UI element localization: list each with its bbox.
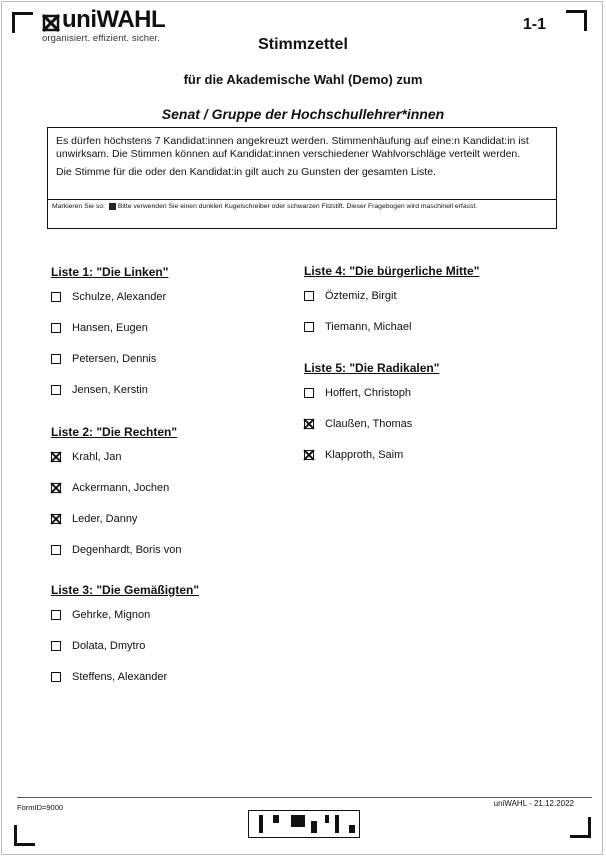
candidate-row[interactable]	[304, 311, 479, 342]
corner-mark-bottom-right	[570, 817, 591, 838]
candidate-list-4	[304, 264, 479, 342]
instructions-list-note: Die Stimme für die oder den Kandidat:in gilt auch zu Gunsten der gesamten Liste.	[56, 166, 436, 178]
candidate-name: Steffens, Alexander	[72, 670, 168, 683]
candidate-name: Dolata, Dmytro	[72, 639, 146, 652]
candidate-name: Petersen, Dennis	[72, 352, 157, 365]
candidate-row[interactable]	[51, 441, 181, 472]
candidate-row[interactable]	[51, 661, 199, 692]
checkbox[interactable]	[51, 323, 61, 333]
candidate-row[interactable]	[51, 312, 168, 343]
candidate-name: Hoffert, Christoph	[325, 386, 412, 399]
mark-text: Bitte verwenden Sie einen dunklen Kugelschreiber oder schwarzen Filzstift. Dieser Fragebogen wird maschinell erfasst.	[117, 203, 478, 210]
barcode-icon	[248, 810, 360, 838]
candidate-list-2	[51, 425, 181, 565]
candidate-name: Claußen, Thomas	[325, 417, 413, 430]
candidate-name: Degenhardt, Boris von	[72, 543, 182, 556]
form-id: FormID=9000	[17, 803, 64, 812]
footer-source-date: uniWAHL - 21.12.2022	[493, 799, 574, 808]
candidate-row[interactable]	[51, 630, 199, 661]
candidate-name: Ackermann, Jochen	[72, 481, 170, 494]
footer-divider	[17, 797, 592, 798]
candidate-name: Gehrke, Mignon	[72, 608, 151, 621]
candidate-name: Krahl, Jan	[72, 450, 122, 463]
list-title: Liste 5: "Die Radikalen"	[304, 361, 440, 375]
checkbox[interactable]	[51, 641, 61, 651]
candidate-name: Tiemann, Michael	[325, 320, 412, 333]
checkbox[interactable]	[51, 672, 61, 682]
candidate-name: Schulze, Alexander	[72, 290, 167, 303]
logo-text: uniWAHL	[62, 6, 166, 33]
corner-mark-top-left	[12, 12, 33, 33]
list-title: Liste 3: "Die Gemäßigten"	[51, 583, 200, 597]
filled-box-icon	[109, 203, 116, 210]
checkbox[interactable]	[51, 354, 61, 364]
page-number: 1-1	[522, 16, 546, 33]
candidate-row[interactable]	[304, 377, 439, 408]
election-body-title: Senat / Gruppe der Hochschullehrer*innen	[161, 106, 445, 122]
candidate-row[interactable]	[51, 534, 181, 565]
candidate-row[interactable]	[51, 374, 168, 405]
checkbox[interactable]	[51, 292, 61, 302]
checked-checkbox[interactable]	[304, 450, 314, 460]
logo-tagline: organisiert. effizient. sicher.	[42, 33, 161, 44]
candidate-row[interactable]	[304, 439, 439, 470]
candidate-row[interactable]	[51, 503, 181, 534]
checkbox[interactable]	[51, 385, 61, 395]
corner-mark-bottom-left	[14, 825, 35, 846]
mark-prefix: Markieren Sie so:	[52, 203, 105, 210]
candidate-row[interactable]	[51, 472, 181, 503]
candidate-list-1	[51, 265, 168, 405]
ballot-x-icon	[42, 11, 60, 29]
marking-instructions	[47, 199, 557, 229]
checkbox[interactable]	[51, 610, 61, 620]
ballot-title: Stimmzettel	[258, 36, 348, 53]
ballot-subtitle: für die Akademische Wahl (Demo) zum	[183, 72, 423, 87]
candidate-row[interactable]	[51, 343, 168, 374]
candidate-row[interactable]	[304, 408, 439, 439]
candidate-name: Jensen, Kerstin	[72, 383, 148, 396]
checked-checkbox[interactable]	[304, 419, 314, 429]
checked-checkbox[interactable]	[51, 452, 61, 462]
candidate-name: Klapproth, Saim	[325, 448, 404, 461]
candidate-name: Hansen, Eugen	[72, 321, 148, 334]
candidate-name: Leder, Danny	[72, 512, 138, 525]
instructions-box	[47, 127, 557, 200]
candidate-row[interactable]	[51, 281, 168, 312]
corner-mark-top-right	[566, 10, 587, 31]
checked-checkbox[interactable]	[51, 483, 61, 493]
checkbox[interactable]	[304, 322, 314, 332]
candidate-row[interactable]	[304, 280, 479, 311]
candidate-row[interactable]	[51, 599, 199, 630]
checkbox[interactable]	[51, 545, 61, 555]
list-title: Liste 2: "Die Rechten"	[51, 425, 178, 439]
list-title: Liste 1: "Die Linken"	[51, 265, 169, 279]
candidate-name: Öztemiz, Birgit	[325, 289, 397, 302]
candidate-list-3	[51, 583, 199, 692]
candidate-list-5	[304, 361, 439, 470]
checkbox[interactable]	[304, 388, 314, 398]
list-title: Liste 4: "Die bürgerliche Mitte"	[304, 264, 480, 278]
checked-checkbox[interactable]	[51, 514, 61, 524]
instructions-text: Es dürfen höchstens 7 Kandidat:innen angekreuzt werden. Stimmenhäufung auf eine:n Kandidat:in ist unwirksam. Die Stimmen können auf Kandidat:innen verschiedener Wahlvorschläge verteilt werden.	[56, 135, 529, 160]
checkbox[interactable]	[304, 291, 314, 301]
